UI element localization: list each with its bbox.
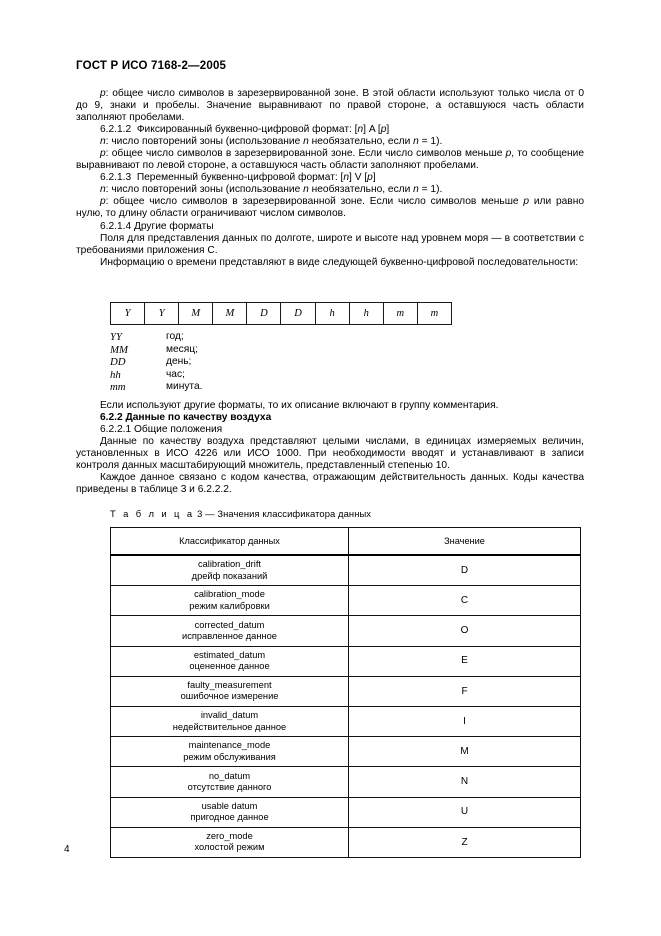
classifier-code: zero_mode <box>206 830 253 841</box>
table3-cell-classifier <box>111 827 349 857</box>
table-row <box>111 676 581 706</box>
table-row <box>111 586 581 616</box>
legend-key: hh <box>110 368 121 381</box>
format-cell-0: Y <box>111 303 145 325</box>
format-cell-8: m <box>383 303 417 325</box>
table3-cell-value: U <box>349 797 581 827</box>
classifier-code: usable datum <box>201 800 258 811</box>
legend-item-yy <box>110 331 202 344</box>
table3-cell-value: C <box>349 586 581 616</box>
table3-header-classifier: Классификатор данных <box>111 528 349 556</box>
classifier-code: corrected_datum <box>194 619 265 630</box>
legend-value: день; <box>166 356 192 367</box>
table-row <box>111 616 581 646</box>
document-header: ГОСТ Р ИСО 7168-2—2005 <box>76 60 227 72</box>
table3-cell-value: M <box>349 737 581 767</box>
legend-item-dd <box>110 356 202 369</box>
table3-cell-classifier <box>111 737 349 767</box>
table3-cell-value: I <box>349 706 581 736</box>
paragraph-coordinate-fields: Поля для представления данных по долготе, широте и высоте над уровнем моря — в соответствии с требованиями приложения С. <box>76 232 584 256</box>
table3-cell-classifier <box>111 706 349 736</box>
table3-cell-classifier <box>111 767 349 797</box>
format-cell-6: h <box>315 303 349 325</box>
table-row <box>111 737 581 767</box>
format-cell-1: Y <box>145 303 179 325</box>
table3-caption <box>110 508 371 519</box>
table-row <box>111 797 581 827</box>
time-format-table <box>110 302 452 325</box>
classifier-code: calibration_drift <box>197 559 262 570</box>
table3-cell-classifier <box>111 586 349 616</box>
table-row <box>111 303 452 325</box>
table3-cell-value: Z <box>349 827 581 857</box>
legend-value: минута. <box>166 381 203 392</box>
paragraph-section-6-2-1-4: 6.2.1.4 Другие форматы <box>100 220 214 232</box>
classifier-description: исправленное данное <box>182 630 277 641</box>
format-cell-3: M <box>213 303 247 325</box>
paragraph-air-quality-data: Данные по качеству воздуха представляют целыми числами, в единицах измеряемых величин, установленных в ИСО 4226 или ИСО 1000. При необходимости вводят и устанавливают в записи контроля данных масштабирующий множитель, представленный степенью 10. <box>76 436 584 472</box>
table3-cell-classifier <box>111 797 349 827</box>
classifier-description: дрейф показаний <box>191 570 268 581</box>
classifier-code: invalid_datum <box>200 710 259 721</box>
classifier-description: режим обслуживания <box>183 751 276 762</box>
paragraph-p-reserved-zone-2: p: общее число символов в зарезервированной зоне. Если число символов меньше p, то сообщение выравнивают по левой стороне, а оставшуюся часть области заполняют пробелами. <box>76 148 584 172</box>
paragraph-p-reserved-zone-3: p: общее число символов в зарезервированной зоне. Если число символов меньше p или равно нулю, то длину области ограничивают числом символов. <box>76 196 584 220</box>
classifier-code: calibration_mode <box>194 589 265 600</box>
table3-cell-value: F <box>349 676 581 706</box>
classifier-description: недействительное данное <box>172 721 287 732</box>
paragraph-text: : общее число символов в зарезервированной зоне. В этой области используют только числа от 0 до 9, знаки и пробелы. Значение выравнивают по правой стороне, а оставшуюся часть области заполняют пробелами. <box>76 88 584 124</box>
legend-value: час; <box>166 368 185 380</box>
legend-key: MM <box>110 343 128 356</box>
table3-cell-value: E <box>349 646 581 676</box>
format-cell-7: h <box>349 303 383 325</box>
table3-header-value: Значение <box>349 528 581 556</box>
legend-item-hh <box>110 369 202 382</box>
paragraph-n-repeat-1: n: число повторений зоны (использование n необязательно, если n = 1). <box>100 136 443 148</box>
table3-cell-classifier <box>111 646 349 676</box>
table3-cell-classifier <box>111 616 349 646</box>
paragraph-p-reserved-zone-1: p: общее число символов в зарезервированной зоне. В этой области используют только числа от 0 до 9, знаки и пробелы. Значение выравнивают по правой стороне, а оставшуюся часть области заполняют пробелами. <box>76 88 584 124</box>
legend-value: месяц; <box>166 343 198 355</box>
table3-cell-value: O <box>349 616 581 646</box>
table3-caption-label: Т а б л и ц а <box>110 508 195 519</box>
table3-caption-number: 3 <box>197 508 203 519</box>
format-cell-9: m <box>417 303 451 325</box>
classifier-code: no_datum <box>208 770 251 781</box>
legend-value: год; <box>166 331 184 342</box>
table-row <box>111 555 581 586</box>
table-row <box>111 706 581 736</box>
classifier-description: режим калибровки <box>189 600 270 611</box>
legend-key: DD <box>110 356 126 368</box>
paragraph-quality-codes: Каждое данное связано с кодом качества, отражающим действительность данных. Коды качества приведены в таблице 3 и 6.2.2.2. <box>76 472 584 496</box>
classifier-code: faulty_measurement <box>187 679 272 690</box>
time-format-legend <box>110 331 202 394</box>
paragraph-n-repeat-2: n: число повторений зоны (использование n необязательно, если n = 1). <box>100 184 443 196</box>
legend-key: YY <box>110 331 123 343</box>
paragraph-section-6-2-1-2: 6.2.1.2 Фиксированный буквенно-цифровой формат: [n] A [p] <box>100 124 390 136</box>
legend-item-mm-month <box>110 344 202 357</box>
heading-6-2-2: 6.2.2 Данные по качеству воздуха <box>100 412 272 424</box>
format-cell-5: D <box>281 303 315 325</box>
classifier-description: отсутствие данного <box>187 781 272 792</box>
heading-6-2-2-1: 6.2.2.1 Общие положения <box>100 424 223 436</box>
body-text-upper <box>76 88 584 269</box>
page-number: 4 <box>64 844 70 855</box>
table3-cell-classifier <box>111 555 349 586</box>
classifier-description: холостой режим <box>194 842 265 853</box>
table-row <box>111 767 581 797</box>
table-row <box>111 646 581 676</box>
paragraph-section-6-2-1-3: 6.2.1.3 Переменный буквенно-цифровой формат: [n] V [p] <box>100 172 376 184</box>
paragraph-other-formats: Если используют другие форматы, то их описание включают в группу комментария. <box>100 400 499 411</box>
table3-data-classifier-values <box>110 527 581 858</box>
time-format-strip <box>110 302 452 325</box>
format-cell-2: M <box>179 303 213 325</box>
classifier-description: оцененное данное <box>189 661 270 672</box>
paragraph-time-sequence: Информацию о времени представляют в виде следующей буквенно-цифровой последовательности: <box>100 256 579 268</box>
legend-key: mm <box>110 381 126 393</box>
table3-caption-text: — Значения классификатора данных <box>205 508 372 519</box>
classifier-code: estimated_datum <box>193 649 266 660</box>
legend-item-mm-minute <box>110 381 202 394</box>
table3-cell-value: D <box>349 555 581 586</box>
classifier-description: пригодное данное <box>190 812 269 823</box>
table3-header-row <box>111 528 581 556</box>
classifier-code: maintenance_mode <box>188 740 271 751</box>
table-row <box>111 827 581 857</box>
table3-cell-value: N <box>349 767 581 797</box>
body-text-lower <box>76 400 584 496</box>
classifier-description: ошибочное измерение <box>180 691 279 702</box>
format-cell-4: D <box>247 303 281 325</box>
table3-cell-classifier <box>111 676 349 706</box>
